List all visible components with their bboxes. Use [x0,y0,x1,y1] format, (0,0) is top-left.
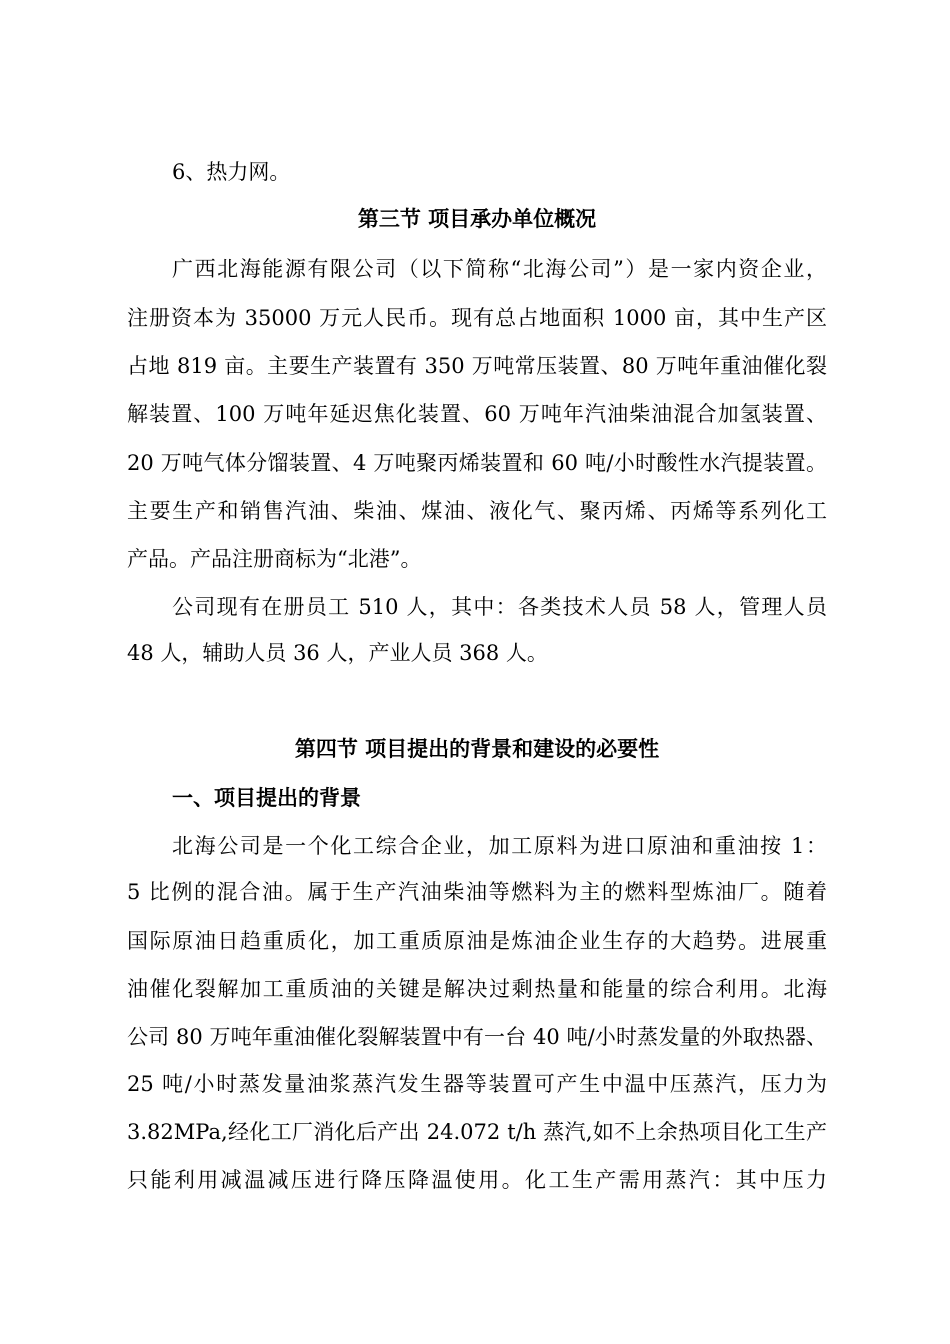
text-line: 主要生产和销售汽油、柴油、煤油、液化气、聚丙烯、丙烯等系列化工 [127,499,827,523]
text-line: 5 比例的混合油。属于生产汽油柴油等燃料为主的燃料型炼油厂。随着 [127,880,827,904]
text-line: 25 吨/小时蒸发量油浆蒸汽发生器等装置可产生中温中压蒸汽，压力为 [127,1072,827,1096]
text-line: 油催化裂解加工重质油的关键是解决过剩热量和能量的综合利用。北海 [127,977,827,1001]
text-line: 只能利用减温减压进行降压降温使用。化工生产需用蒸汽：其中压力 [127,1168,827,1192]
text-line: 产品。产品注册商标为“北港”。 [127,547,422,571]
text-line: 公司现有在册员工 510 人，其中：各类技术人员 58 人，管理人员 [172,595,827,619]
section-3-title: 第三节 项目承办单位概况 [357,207,597,231]
text-line: 3.82MPa,经化工厂消化后产出 24.072 t/h 蒸汽,如不上余热项目化工生产 [127,1120,827,1144]
text-line: 广西北海能源有限公司（以下简称“北海公司”）是一家内资企业， [172,257,827,281]
text-line: 国际原油日趋重质化，加工重质原油是炼油企业生存的大趋势。进展重 [127,929,827,953]
text-line: 北海公司是一个化工综合企业，加工原料为进口原油和重油按 1： [172,834,827,858]
section-4-title: 第四节 项目提出的背景和建设的必要性 [294,737,660,761]
text-line: 解装置、100 万吨年延迟焦化装置、60 万吨年汽油柴油混合加氢装置、 [127,402,827,426]
list-item-heating-network: 6、热力网。 [172,160,291,184]
text-line: 公司 80 万吨年重油催化裂解装置中有一台 40 吨/小时蒸发量的外取热器、 [127,1025,827,1049]
text-line: 48 人，辅助人员 36 人，产业人员 368 人。 [127,641,548,665]
text-line: 注册资本为 35000 万元人民币。现有总占地面积 1000 亩，其中生产区 [127,306,827,330]
section-4-subtitle: 一、项目提出的背景 [172,786,361,810]
text-line: 占地 819 亩。主要生产装置有 350 万吨常压装置、80 万吨年重油催化裂 [127,354,827,378]
text-line: 20 万吨气体分馏装置、4 万吨聚丙烯装置和 60 吨/小时酸性水汽提装置。 [127,451,827,475]
